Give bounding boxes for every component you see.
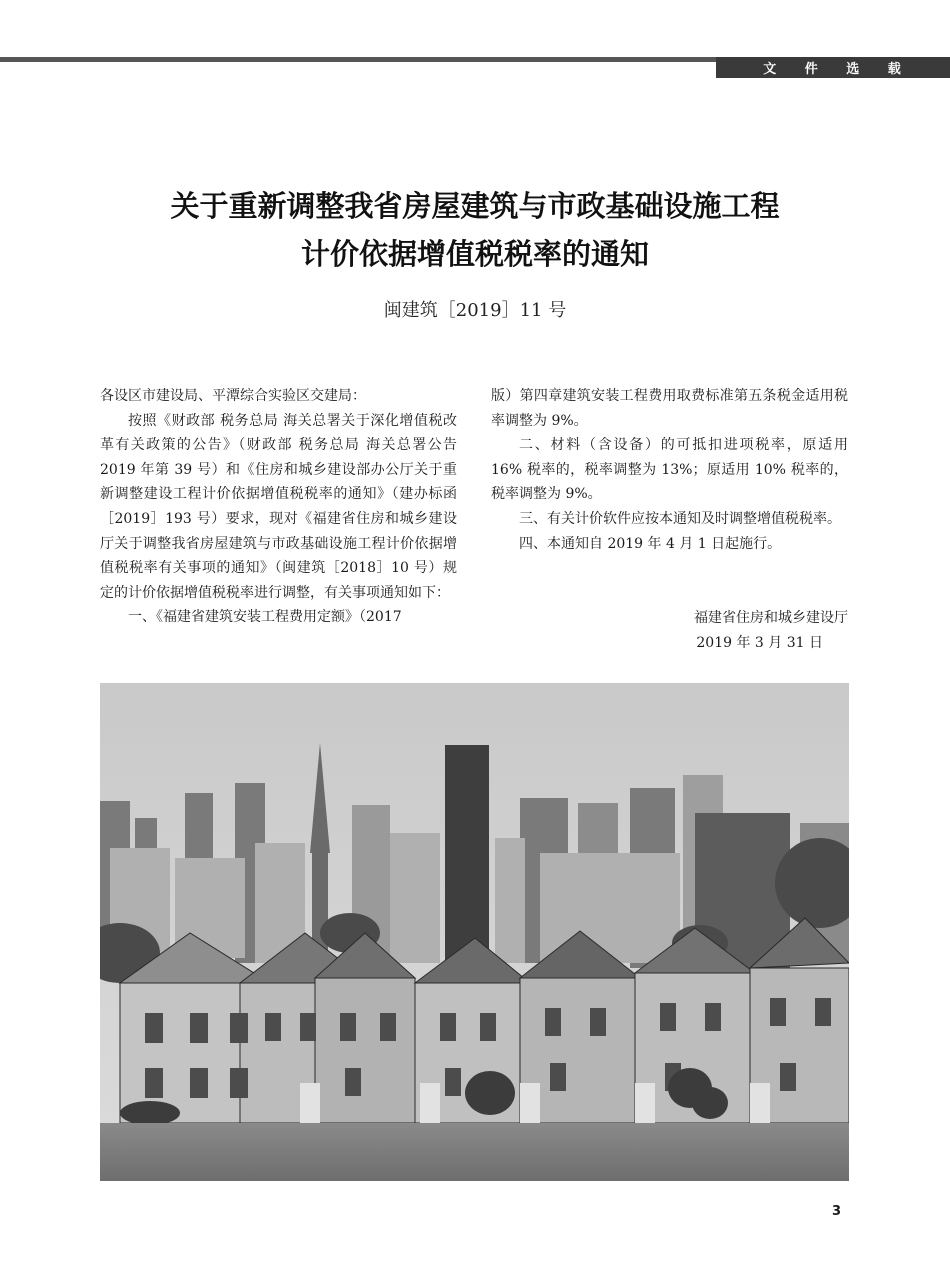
city-houses-illustration — [100, 683, 849, 1181]
item1-part1: 一、《福建省建筑安装工程费用定额》（2017 — [128, 609, 402, 626]
item4-paragraph: 四、本通知自 2019 年 4 月 1 日起施行。 — [519, 535, 782, 552]
article-title-line2: 计价依据增值税税率的通知 — [300, 237, 649, 271]
section-label: 文 件 选 载 — [716, 57, 950, 78]
item1-part2: 版）第四章建筑安装工程费用取费标准第五条税金适用税率调整为 9%。 — [491, 388, 848, 429]
intro-paragraph: 按照《财政部 税务总局 海关总署关于深化增值税改革有关政策的公告》（财政部 税务总局 海关总署公告 2019 年第 39 号）和《住房和城乡建设部办公厅关于重新调整建设工程计价依据增值税税率的通知》（建办标函［2019］193 号）要求，现对《福建省住房和城乡建设厅关于调整我省房屋建筑与市政基础设施工程计价依据增值税税率有关事项的通知》（闽建筑［2018］10 号）规定的计价依据增值税税率进行调整，有关事项通知如下： — [100, 412, 457, 601]
issue-date: 2019 年 3 月 31 日 — [696, 635, 823, 651]
item3-paragraph: 三、有关计价软件应按本通知及时调整增值税税率。 — [519, 510, 841, 527]
issuer-signature: 福建省住房和城乡建设厅 — [694, 610, 848, 626]
city-houses-photo — [100, 683, 849, 1181]
item2-paragraph: 二、材料（含设备）的可抵扣进项税率，原适用 16% 税率的，税率调整为 13%；原适用 10% 税率的，税率调整为 9%。 — [491, 437, 848, 503]
left-column — [100, 384, 457, 630]
salutation: 各设区市建设局、平潭综合实验区交建局： — [100, 388, 366, 404]
article-title-line1: 关于重新调整我省房屋建筑与市政基础设施工程 — [170, 189, 780, 223]
page-number: 3 — [832, 1204, 842, 1219]
right-column — [491, 384, 848, 556]
document-number: 闽建筑［2019］11 号 — [383, 300, 567, 321]
